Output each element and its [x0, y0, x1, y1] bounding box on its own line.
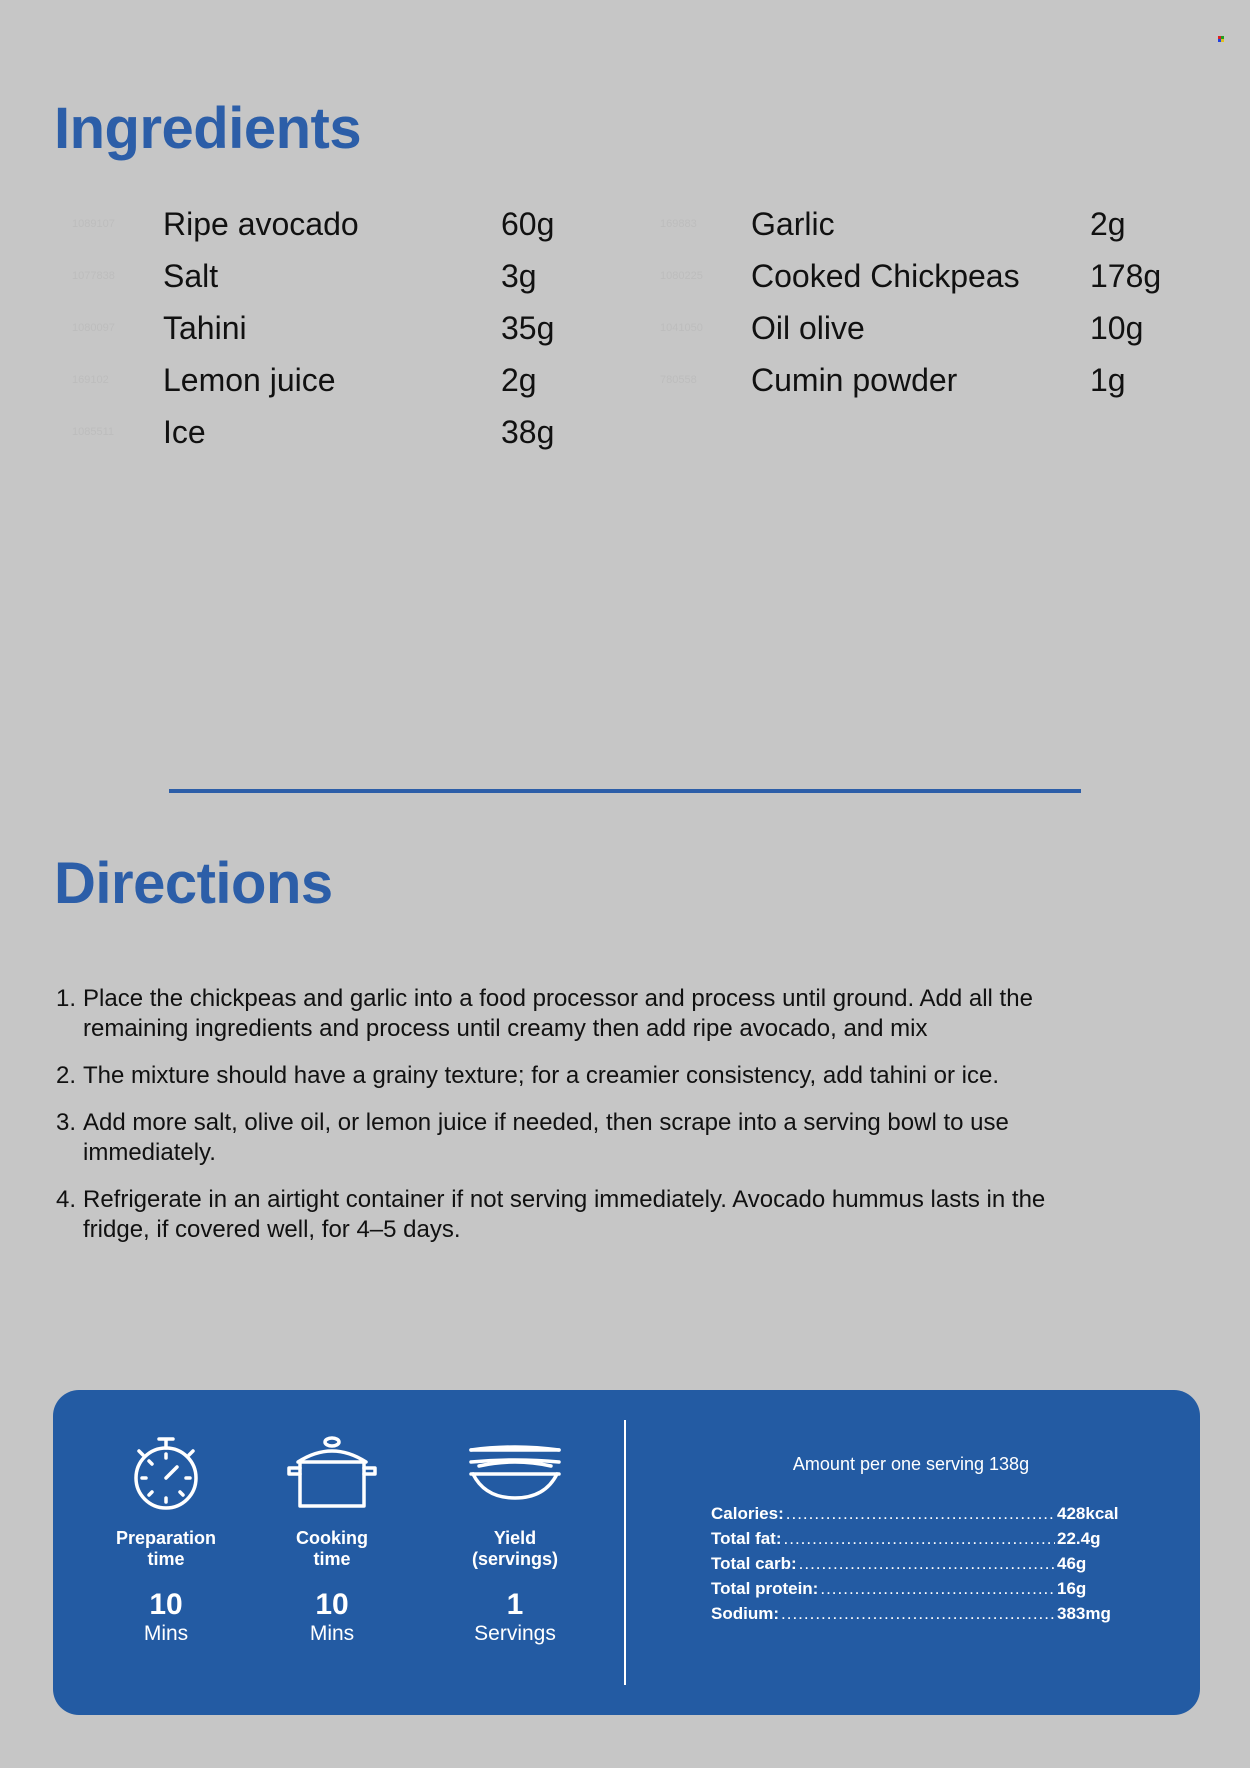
direction-step [54, 1061, 1114, 1091]
prep-label-2: time [147, 1549, 185, 1569]
corner-color-mark [1218, 36, 1226, 43]
yield-unit: Servings [474, 1622, 556, 1645]
step-text: Add more salt, olive oil, or lemon juice if needed, then scrape into a serving bowl to use immediately. [83, 1109, 1009, 1166]
step-number: 4. [56, 1186, 77, 1213]
ingredient-name: Lemon juice [163, 362, 336, 398]
ingredient-code: 1041050 [660, 322, 703, 334]
dot-leader [781, 1601, 1055, 1626]
ingredient-code: 1080225 [660, 270, 703, 282]
cook-label: Cooking [296, 1528, 368, 1548]
ingredient-name: Salt [163, 258, 219, 294]
nutrition-row [711, 1601, 1131, 1626]
cook-label-2: time [313, 1549, 351, 1569]
ingredient-quantity: 2g [501, 362, 537, 398]
direction-step [54, 1185, 1114, 1245]
recipe-info-card [53, 1390, 1200, 1715]
nutrition-row [711, 1501, 1131, 1526]
step-text: Place the chickpeas and garlic into a food processor and process until ground. Add all the remaining ingredients and process until creamy then add ripe avocado, and mix [83, 985, 1033, 1042]
ingredient-code: 1089107 [72, 218, 115, 230]
nutrition-value: 428kcal [1057, 1504, 1119, 1523]
nutrition-label: Total carb: [711, 1554, 797, 1573]
nutrition-row [711, 1551, 1131, 1576]
directions-title: Directions [54, 851, 333, 916]
step-number: 2. [56, 1062, 77, 1089]
nutrition-row [711, 1576, 1131, 1601]
direction-step [54, 984, 1114, 1044]
ingredient-quantity: 38g [501, 414, 555, 450]
yield-label-2: (servings) [471, 1549, 559, 1569]
cook-value: 10 [315, 1588, 349, 1621]
direction-step [54, 1108, 1114, 1168]
ingredient-code: 169102 [72, 374, 109, 386]
ingredient-name: Ice [163, 414, 206, 450]
prep-label: Preparation [115, 1528, 217, 1548]
nutrition-panel [711, 1454, 1171, 1626]
pot-icon [252, 1436, 412, 1518]
nutrition-label: Total fat: [711, 1529, 782, 1548]
ingredient-code: 1077838 [72, 270, 115, 282]
ingredient-quantity: 10g [1090, 310, 1144, 346]
yield-label: Yield [493, 1528, 537, 1548]
ingredient-name: Cumin powder [751, 362, 958, 398]
dot-leader [784, 1526, 1055, 1551]
cook-unit: Mins [309, 1622, 355, 1645]
directions-list [54, 984, 1114, 1262]
dot-leader [786, 1501, 1055, 1526]
stopwatch-icon [86, 1436, 246, 1518]
ingredient-name: Ripe avocado [163, 206, 359, 242]
ingredient-quantity: 178g [1090, 258, 1162, 294]
card-divider [624, 1420, 626, 1685]
nutrition-value: 46g [1057, 1554, 1087, 1573]
step-text: The mixture should have a grainy texture; for a creamier consistency, add tahini or ice. [83, 1062, 999, 1089]
yield-stat [435, 1436, 595, 1646]
ingredient-name: Garlic [751, 206, 835, 242]
prep-time-stat [86, 1436, 246, 1646]
section-divider [169, 789, 1081, 793]
ingredient-code: 780558 [660, 374, 697, 386]
dot-leader [799, 1551, 1055, 1576]
ingredient-name: Cooked Chickpeas [751, 258, 1020, 294]
nutrition-label: Total protein: [711, 1579, 819, 1598]
nutrition-label: Sodium: [711, 1604, 779, 1623]
ingredient-quantity: 60g [501, 206, 555, 242]
nutrition-label: Calories: [711, 1504, 784, 1523]
ingredient-quantity: 2g [1090, 206, 1126, 242]
ingredient-code: 1085511 [72, 426, 115, 438]
yield-value: 1 [506, 1588, 524, 1621]
nutrition-value: 22.4g [1057, 1529, 1101, 1548]
ingredients-title: Ingredients [54, 96, 362, 161]
ingredient-code: 1080097 [72, 322, 115, 334]
cook-time-stat [252, 1436, 412, 1646]
nutrition-heading: Amount per one serving 138g [792, 1454, 1030, 1474]
dot-leader [820, 1576, 1055, 1601]
ingredient-code: 169883 [660, 218, 697, 230]
plates-icon [435, 1436, 595, 1518]
ingredient-quantity: 35g [501, 310, 555, 346]
nutrition-value: 383mg [1057, 1604, 1111, 1623]
ingredient-name: Oil olive [751, 310, 865, 346]
nutrition-row [711, 1526, 1131, 1551]
prep-value: 10 [149, 1588, 183, 1621]
step-number: 1. [56, 985, 77, 1012]
ingredient-quantity: 1g [1090, 362, 1126, 398]
step-text: Refrigerate in an airtight container if not serving immediately. Avocado hummus lasts in the fridge, if covered well, for 4–5 days. [83, 1186, 1046, 1243]
step-number: 3. [56, 1109, 77, 1136]
prep-unit: Mins [143, 1622, 189, 1645]
ingredient-quantity: 3g [501, 258, 537, 294]
ingredient-name: Tahini [163, 310, 247, 346]
nutrition-value: 16g [1057, 1579, 1087, 1598]
